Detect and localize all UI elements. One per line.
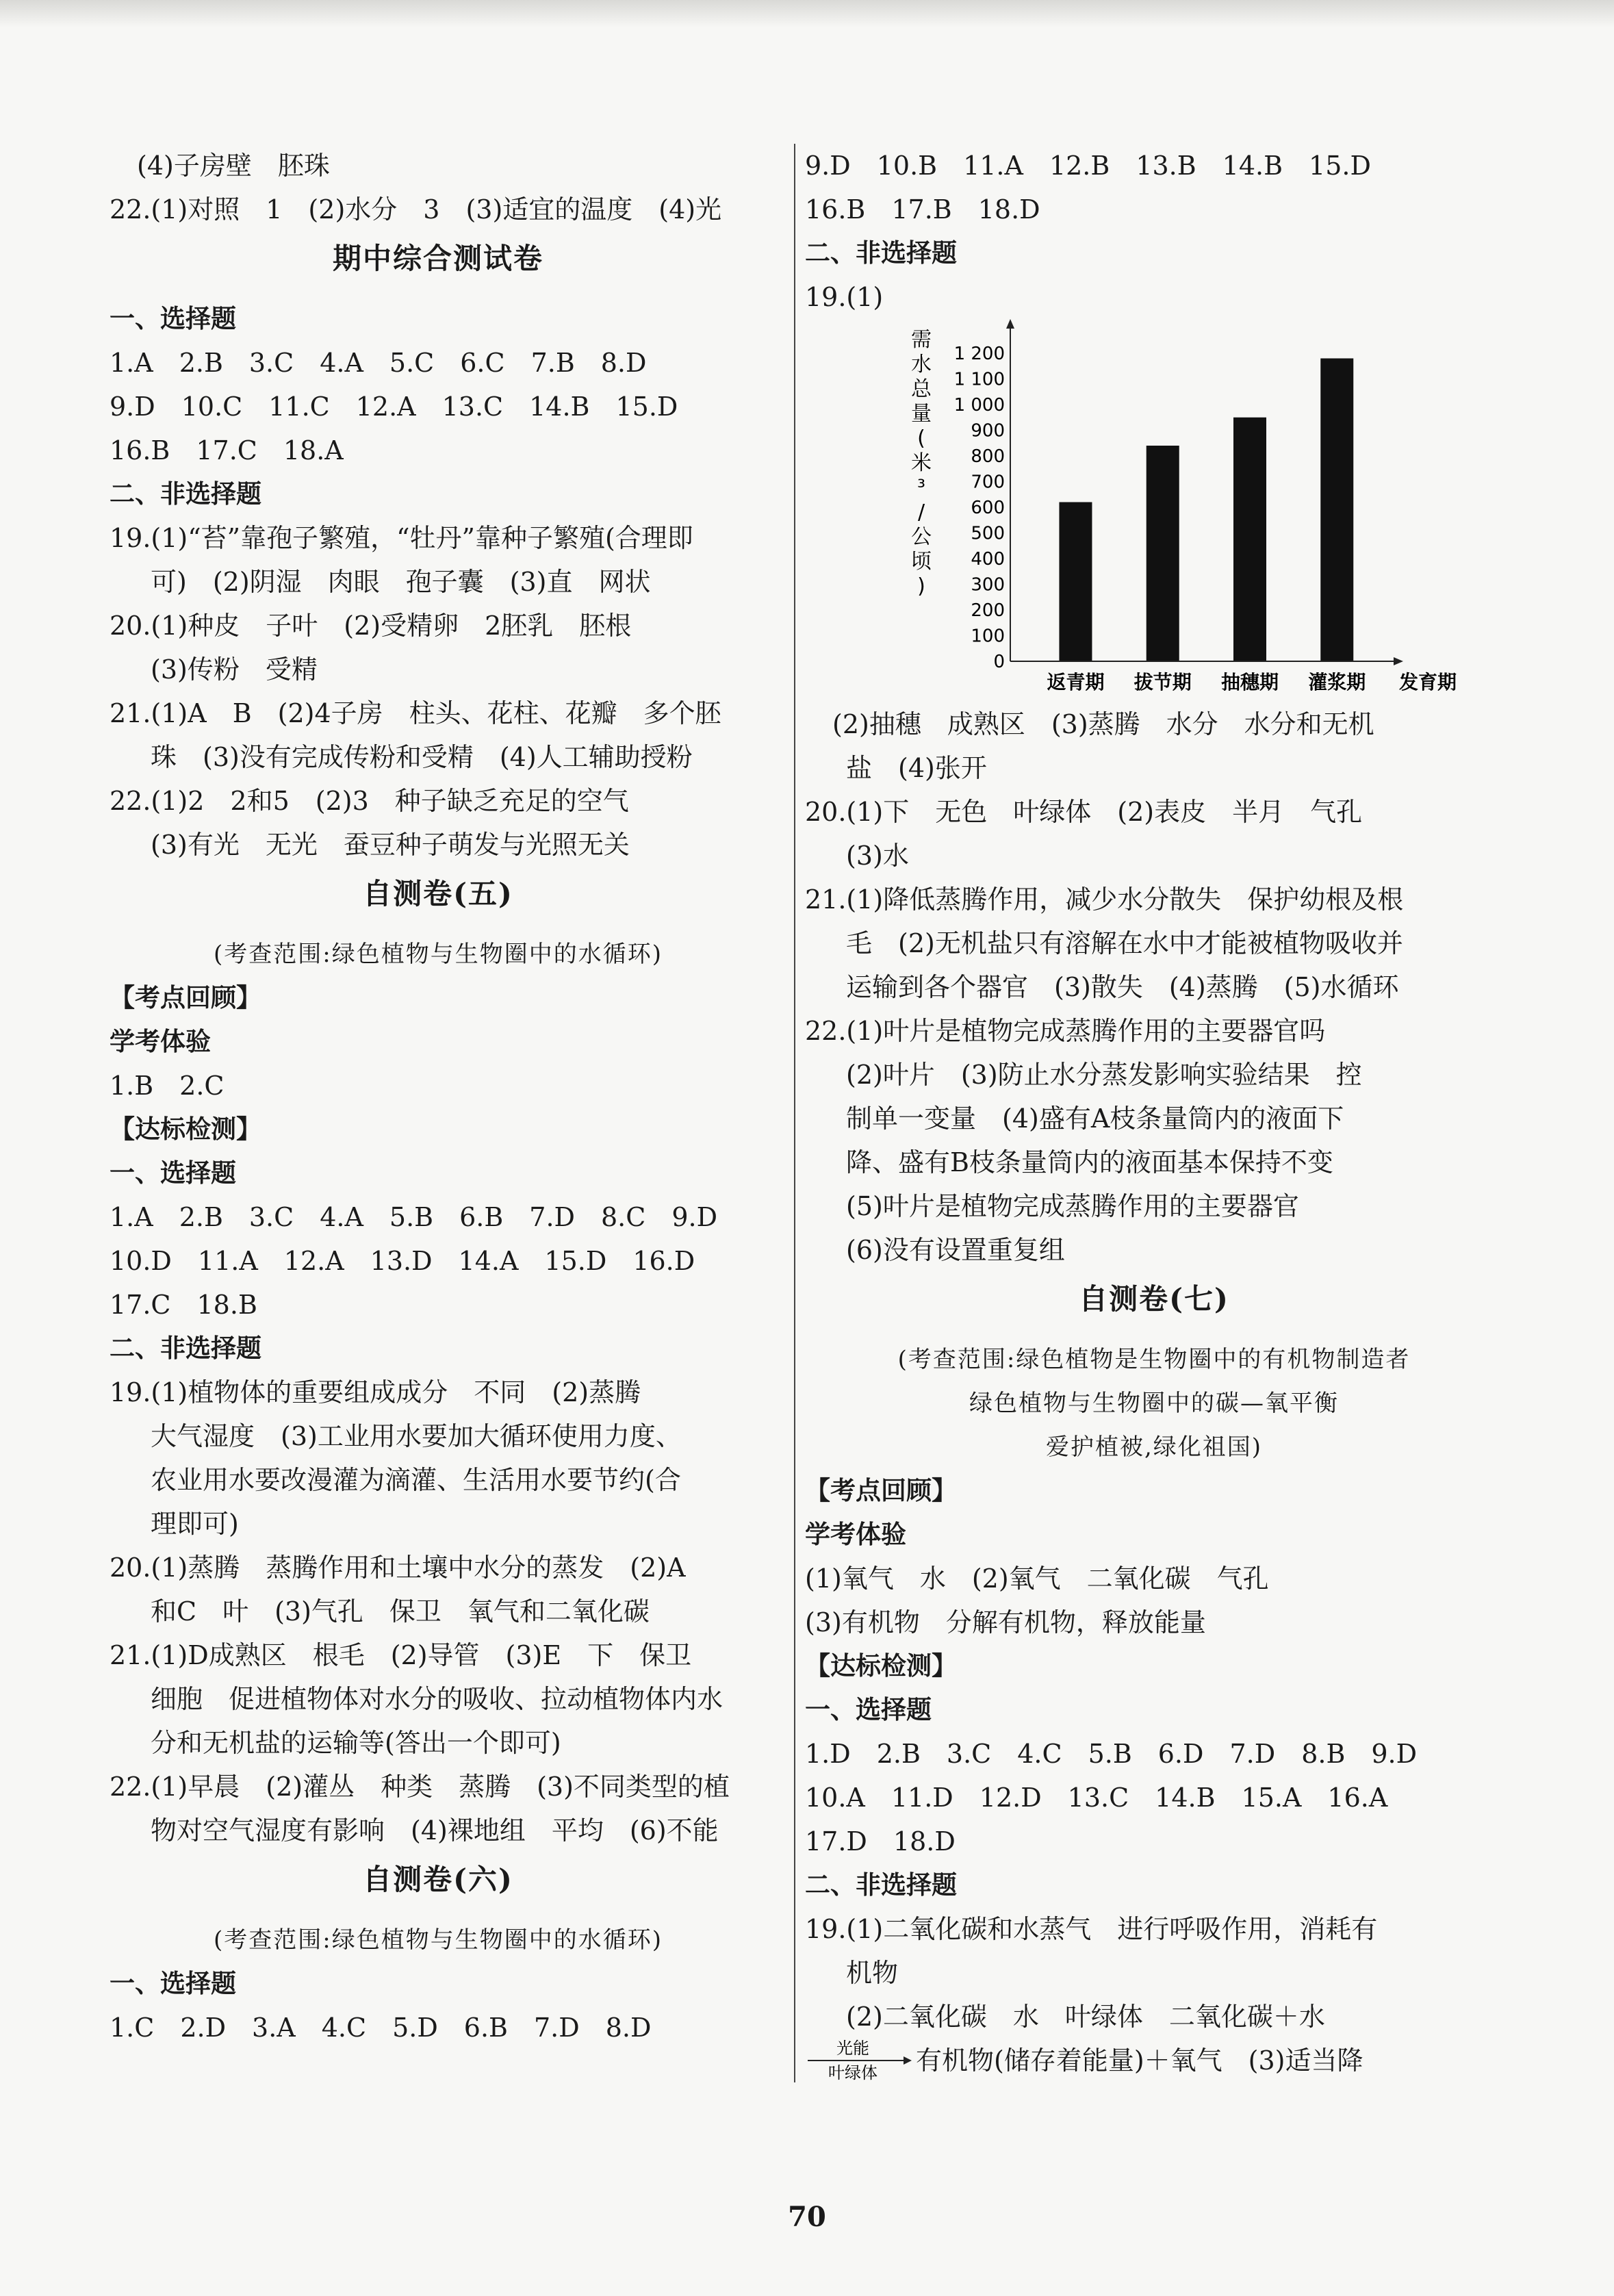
subheading: 一、选择题 (110, 1969, 236, 1998)
subheading: 一、选择题 (110, 1158, 236, 1188)
answer-line: 19.(1)二氧化碳和水蒸气 进行呼吸作用，消耗有 (805, 1914, 1378, 1944)
answer-line: 细胞 促进植物体对水分的吸收、拉动植物体内水 (151, 1684, 723, 1714)
section-title-test5: 自测卷(五) (363, 877, 513, 910)
chart-x-tick: 返青期 (1047, 671, 1105, 693)
chart-y-axis-arrow (1006, 319, 1014, 329)
answer-line: 19.(1)“苔”靠孢子繁殖，“牡丹”靠种子繁殖(合理即 (110, 523, 693, 553)
answer-line: 22.(1)对照 1 (2)水分 3 (3)适宜的温度 (4)光 (110, 194, 722, 225)
answer-line: 20.(1)蒸腾 蒸腾作用和土壤中水分的蒸发 (2)A (110, 1553, 686, 1583)
answer-line: (2)抽穗 成熟区 (3)蒸腾 水分 水分和无机 (832, 709, 1374, 739)
answer-line: 盐 (4)张开 (846, 753, 987, 783)
answer-line: 和C 叶 (3)气孔 保卫 氧气和二氧化碳 (151, 1596, 650, 1627)
answer-line: 1.D 2.B 3.C 4.C 5.B 6.D 7.D 8.B 9.D (805, 1739, 1418, 1769)
answer-line: 可) (2)阴湿 肉眼 孢子囊 (3)直 网状 (151, 567, 651, 597)
answer-line: (5)叶片是植物完成蒸腾作用的主要器官 (846, 1191, 1299, 1221)
answer-line: 制单一变量 (4)盛有A枝条量筒内的液面下 (846, 1104, 1344, 1134)
answer-line: 17.C 18.B (110, 1290, 257, 1320)
answer-line: 农业用水要改漫灌为滴灌、生活用水要节约(合 (151, 1465, 681, 1495)
subheading: 二、非选择题 (805, 238, 957, 268)
chart-bar (1059, 502, 1092, 662)
chart-ylabel: 需水总量(米 ³ /公顷) (911, 328, 932, 598)
answer-line: (2)叶片 (3)防止水分蒸发影响实验结果 控 (846, 1060, 1362, 1090)
answer-line: 19.(1)植物体的重要组成成分 不同 (2)蒸腾 (110, 1377, 641, 1407)
chart-y-tick: 100 (971, 626, 1005, 647)
answer-line: 10.D 11.A 12.A 13.D 14.A 15.D 16.D (110, 1246, 695, 1276)
answer-line: 21.(1)降低蒸腾作用，减少水分散失 保护幼根及根 (805, 884, 1404, 915)
section-title-test6: 自测卷(六) (363, 1863, 513, 1896)
scope-note: (考查范围:绿色植物与生物圈中的水循环) (214, 941, 663, 968)
answer-line: 珠 (3)没有完成传粉和受精 (4)人工辅助授粉 (151, 742, 693, 772)
answer-line: 21.(1)A B (2)4子房 柱头、花柱、花瓣 多个胚 (110, 698, 721, 728)
chart-x-tick: 抽穗期 (1220, 671, 1279, 693)
arrow-condition-bottom: 叶绿体 (828, 2063, 878, 2082)
answer-line: (6)没有设置重复组 (846, 1235, 1065, 1265)
chart-bar (1233, 418, 1266, 661)
right-column (794, 144, 1503, 2082)
answer-line: (1)氧气 水 (2)氧气 二氧化碳 气孔 (805, 1564, 1269, 1594)
chart-bar (1147, 446, 1179, 661)
answer-line: 19.(1) (805, 282, 884, 312)
chart-y-tick: 500 (971, 523, 1005, 544)
chart-y-tick: 1 100 (953, 369, 1005, 390)
chart-x-end-label: 发育期 (1399, 671, 1457, 693)
subheading: 二、非选择题 (805, 1870, 957, 1900)
answer-line: 16.B 17.B 18.D (805, 194, 1040, 225)
answer-line: 降、盛有B枝条量筒内的液面基本保持不变 (846, 1147, 1333, 1177)
chart-x-tick: 拔节期 (1133, 671, 1192, 693)
subheading: 一、选择题 (805, 1695, 932, 1724)
scan-top-edge (0, 0, 1614, 27)
subheading: 【考点回顾】 (805, 1476, 957, 1505)
scope-note: (考查范围:绿色植物与生物圈中的水循环) (214, 1926, 663, 1954)
answer-line: 分和无机盐的运输等(答出一个即可) (151, 1728, 561, 1758)
answer-line: 物对空气湿度有影响 (4)裸地组 平均 (6)不能 (151, 1815, 719, 1846)
scope-note: 绿色植物与生物圈中的碳—氧平衡 (969, 1390, 1339, 1417)
answer-line: (4)子房壁 胚珠 (137, 151, 330, 181)
page-number: 70 (788, 2201, 826, 2233)
subheading: 【考点回顾】 (110, 983, 261, 1012)
answer-line: 16.B 17.C 18.A (110, 435, 344, 465)
answer-line: 20.(1)种皮 子叶 (2)受精卵 2胚乳 胚根 (110, 611, 632, 641)
subheading: 【达标检测】 (805, 1651, 957, 1681)
section-title-test7: 自测卷(七) (1079, 1282, 1229, 1316)
subheading: 二、非选择题 (110, 1334, 261, 1363)
answer-line: 9.D 10.C 11.C 12.A 13.C 14.B 15.D (110, 392, 678, 422)
chart-y-tick: 1 000 (953, 395, 1005, 416)
chart-y-tick: 600 (971, 498, 1005, 518)
chart-y-tick: 0 (993, 652, 1005, 672)
chart-y-tick: 300 (971, 574, 1005, 596)
photosynthesis-equation (805, 2039, 1503, 2082)
answer-line: 22.(1)叶片是植物完成蒸腾作用的主要器官吗 (805, 1016, 1326, 1046)
answer-line: 17.D 18.D (805, 1826, 956, 1857)
answer-line: 1.A 2.B 3.C 4.A 5.C 6.C 7.B 8.D (110, 348, 647, 378)
bar-chart-svg (908, 319, 1469, 702)
answer-line: (3)有机物 分解有机物，释放能量 (805, 1607, 1206, 1637)
scope-note: (考查范围:绿色植物是生物圈中的有机物制造者 (897, 1346, 1411, 1373)
subheading: 二、非选择题 (110, 479, 261, 509)
answer-line: 1.B 2.C (110, 1071, 225, 1101)
chart-y-tick: 700 (971, 472, 1005, 493)
chart-y-tick: 900 (971, 420, 1005, 442)
left-column (110, 144, 767, 2050)
answer-line: 大气湿度 (3)工业用水要加大循环使用力度、 (151, 1421, 682, 1451)
chart-y-tick: 400 (971, 549, 1005, 570)
answer-line: 理即可) (151, 1509, 239, 1539)
chart-bar (1320, 359, 1353, 662)
subheading: 【达标检测】 (110, 1114, 261, 1144)
subheading: 学考体验 (805, 1520, 906, 1549)
answer-line: 21.(1)D成熟区 根毛 (2)导管 (3)E 下 保卫 (110, 1640, 692, 1670)
answer-line: 有机物(储存着能量)＋氧气 (3)适当降 (916, 2045, 1363, 2076)
chart-x-axis-arrow (1394, 657, 1403, 665)
answer-line: (3)水 (846, 841, 909, 871)
answer-line: 22.(1)2 2和5 (2)3 种子缺乏充足的空气 (110, 786, 629, 816)
answer-line: (2)二氧化碳 水 叶绿体 二氧化碳＋水 (846, 2002, 1325, 2032)
chart-y-tick: 200 (971, 600, 1005, 621)
chart-y-tick: 800 (971, 446, 1005, 467)
answer-line: 10.A 11.D 12.D 13.C 14.B 15.A 16.A (805, 1783, 1388, 1813)
answer-line: 1.A 2.B 3.C 4.A 5.B 6.B 7.D 8.C 9.D (110, 1202, 718, 1232)
section-title-midterm: 期中综合测试卷 (332, 242, 543, 275)
answer-line: 毛 (2)无机盐只有溶解在水中才能被植物吸收并 (846, 928, 1403, 958)
subheading: 一、选择题 (110, 304, 236, 333)
answer-line: 1.C 2.D 3.A 4.C 5.D 6.B 7.D 8.D (110, 2013, 652, 2043)
water-demand-chart (805, 319, 1503, 702)
scope-note: 爱护植被,绿化祖国) (1045, 1433, 1263, 1461)
answer-line: 机物 (846, 1958, 899, 1988)
reaction-arrow (805, 2039, 914, 2082)
answer-line: 运输到各个器官 (3)散失 (4)蒸腾 (5)水循环 (846, 972, 1399, 1002)
arrow-condition-top: 光能 (836, 2039, 869, 2058)
answer-line: 9.D 10.B 11.A 12.B 13.B 14.B 15.D (805, 151, 1371, 181)
subheading: 学考体验 (110, 1027, 211, 1056)
chart-y-tick: 1 200 (953, 344, 1005, 364)
chart-x-tick: 灌浆期 (1308, 671, 1366, 693)
answer-line: (3)传粉 受精 (151, 654, 318, 685)
answer-line: (3)有光 无光 蚕豆种子萌发与光照无关 (151, 830, 630, 860)
answer-line: 20.(1)下 无色 叶绿体 (2)表皮 半月 气孔 (805, 797, 1363, 827)
answer-line: 22.(1)早晨 (2)灌丛 种类 蒸腾 (3)不同类型的植 (110, 1772, 730, 1802)
